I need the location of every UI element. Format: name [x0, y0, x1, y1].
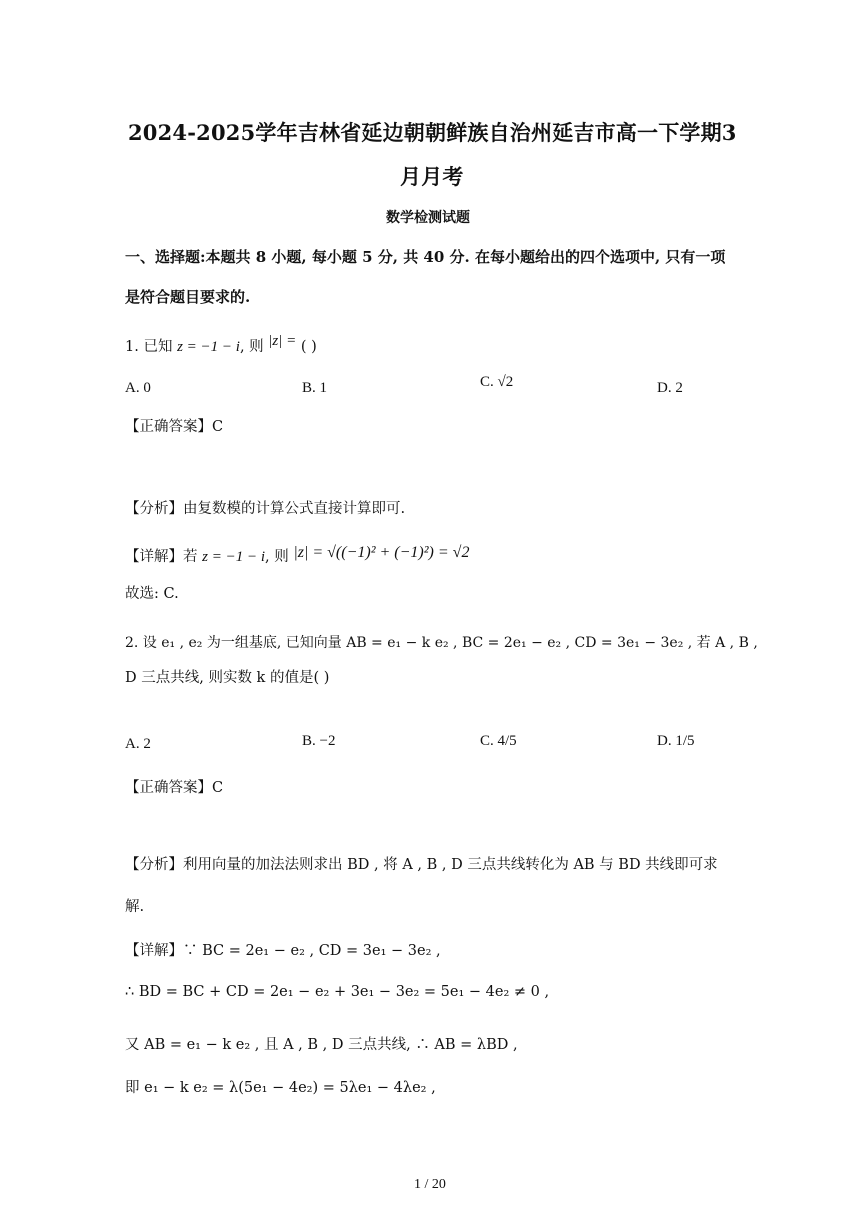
- question-1-option-c: C. √2: [480, 374, 514, 390]
- question-2-detail-line4: 即 e₁ − k e₂ = λ(5e₁ − 4e₂) = 5λe₁ − 4λe₂ ,: [125, 1080, 436, 1096]
- question-1-analysis: 【分析】由复数模的计算公式直接计算即可.: [125, 501, 406, 517]
- question-1-detail: [125, 545, 469, 566]
- question-1-option-d: D. 2: [657, 380, 683, 396]
- question-2-option-b: B. −2: [302, 733, 336, 749]
- question-2-option-c: C. 4/5: [480, 733, 517, 749]
- section-heading-line2: 是符合题目要求的.: [125, 288, 251, 306]
- question-2-detail-line3: 又 AB = e₁ − k e₂ , 且 A , B , D 三点共线, ∴ AB = λBD ,: [125, 1037, 518, 1053]
- question-1-paren: ( ): [300, 339, 317, 355]
- question-1-option-b: B. 1: [302, 380, 328, 396]
- question-1-stem: [125, 335, 317, 356]
- question-2-answer: 【正确答案】C: [125, 780, 224, 796]
- question-2-stem-line2: D 三点共线, 则实数 k 的值是( ): [125, 670, 330, 686]
- question-1-conclusion: 故选: C.: [125, 586, 179, 602]
- question-2-stem-line1: 2. 设 e₁ , e₂ 为一组基底, 已知向量 AB = e₁ − k e₂ , BC = 2e₁ − e₂ , CD = 3e₁ − 3e₂ , 若 A , B ,: [125, 635, 758, 651]
- page-number: 1 / 20: [414, 1177, 446, 1192]
- question-1-option-a: A. 0: [125, 380, 151, 396]
- question-1-detail-prefix: 【详解】若: [125, 549, 198, 565]
- question-1-detail-z: z = −1 − i: [202, 549, 265, 565]
- document-subtitle: 数学检测试题: [386, 210, 470, 226]
- document-title-line2: 月月考: [400, 164, 464, 189]
- question-1-mid: , 则: [239, 339, 264, 355]
- question-2-detail-line1: 【详解】∵ BC = 2e₁ − e₂ , CD = 3e₁ − 3e₂ ,: [125, 943, 441, 959]
- question-2-analysis-line1: 【分析】利用向量的加法法则求出 BD , 将 A , B , D 三点共线转化为 AB 与 BD 共线即可求: [125, 857, 718, 873]
- question-2-option-d: D. 1/5: [657, 733, 695, 749]
- question-1-answer: 【正确答案】C: [125, 419, 224, 435]
- question-1-detail-mid: , 则: [264, 549, 289, 565]
- document-title-line1: 2024-2025学年吉林省延边朝朝鲜族自治州延吉市高一下学期3: [128, 120, 737, 145]
- question-2-option-a: A. 2: [125, 736, 151, 752]
- question-2-analysis-line2: 解.: [125, 899, 145, 915]
- question-1-abs-z: |z| =: [268, 333, 297, 349]
- question-1-prefix: 1. 已知: [125, 339, 173, 355]
- question-1-detail-formula: |z| = √((−1)² + (−1)²) = √2: [293, 544, 470, 561]
- question-2-detail-line2: ∴ BD = BC + CD = 2e₁ − e₂ + 3e₁ − 3e₂ = 5e₁ − 4e₂ ≠ 0 ,: [125, 984, 550, 1000]
- section-heading-line1: 一、选择题:本题共 8 小题, 每小题 5 分, 共 40 分. 在每小题给出的四个选项中, 只有一项: [125, 248, 726, 266]
- question-1-z-expression: z = −1 − i: [177, 339, 240, 355]
